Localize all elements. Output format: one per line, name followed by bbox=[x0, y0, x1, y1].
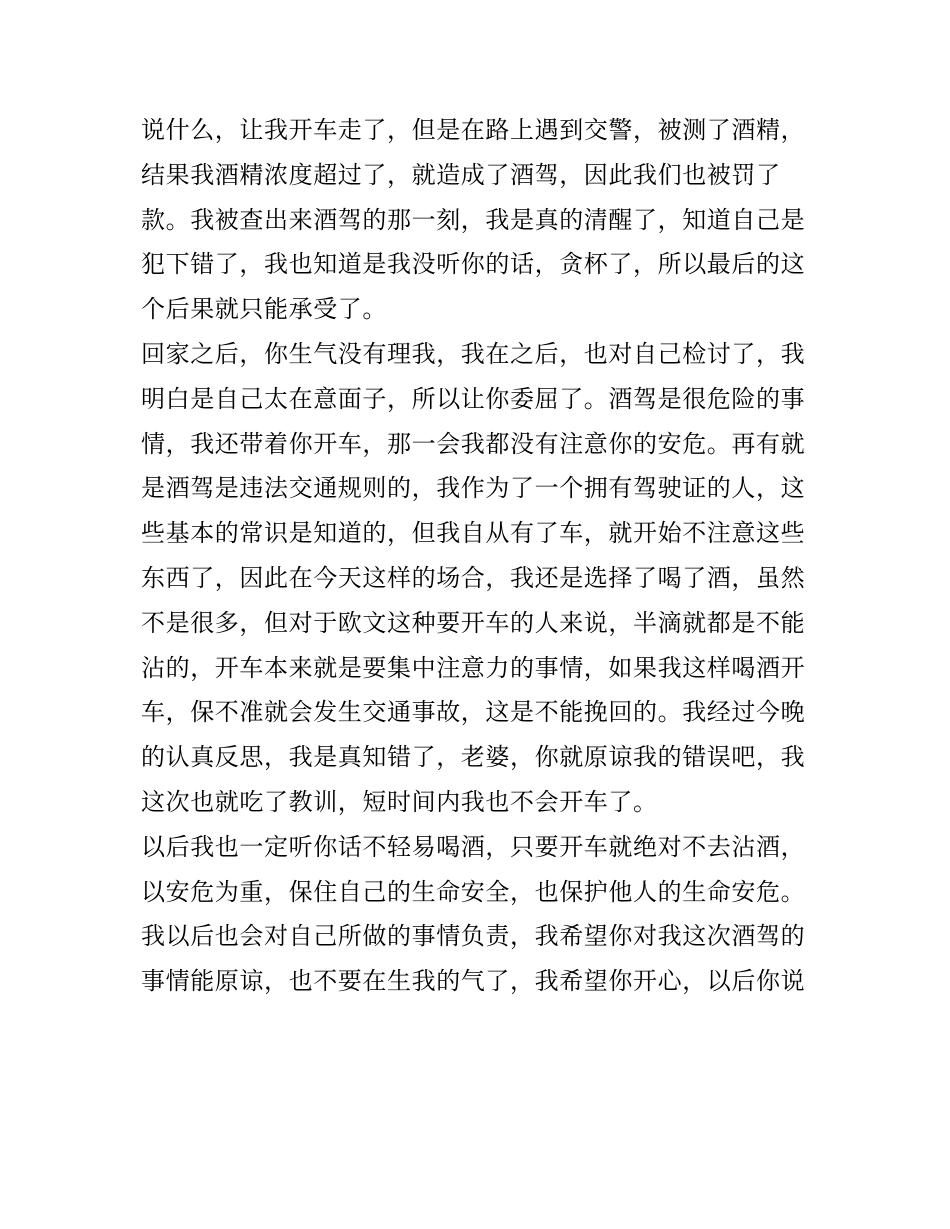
text-line-6: 回家之后，你生气没有理我，我在之后，也对自己检讨了，我 bbox=[141, 339, 806, 368]
text-line-12: 不是很多，但对于欧文这种要开车的人来说，半滴就都是不能 bbox=[141, 608, 806, 637]
text-line-11: 东西了，因此在今天这样的场合，我还是选择了喝了酒，虽然 bbox=[141, 563, 806, 592]
text-line-13: 沾的，开车本来就是要集中注意力的事情，如果我这样喝酒开 bbox=[141, 653, 806, 682]
text-line-9: 是酒驾是违法交通规则的，我作为了一个拥有驾驶证的人，这 bbox=[141, 474, 806, 503]
text-line-4: 犯下错了，我也知道是我没听你的话，贪杯了，所以最后的这 bbox=[141, 250, 806, 279]
text-line-17: 以后我也一定听你话不轻易喝酒，只要开车就绝对不去沾酒， bbox=[141, 832, 806, 861]
text-line-20: 事情能原谅，也不要在生我的气了，我希望你开心，以后你说 bbox=[141, 967, 806, 996]
text-line-2: 结果我酒精浓度超过了，就造成了酒驾，因此我们也被罚了 bbox=[141, 160, 781, 189]
text-line-16: 这次也就吃了教训，短时间内我也不会开车了。 bbox=[141, 787, 658, 816]
text-line-7: 明白是自己太在意面子，所以让你委屈了。酒驾是很危险的事 bbox=[141, 384, 806, 413]
text-line-5: 个后果就只能承受了。 bbox=[141, 295, 387, 324]
text-line-8: 情，我还带着你开车，那一会我都没有注意你的安危。再有就 bbox=[141, 429, 806, 458]
body-text bbox=[141, 108, 821, 1004]
text-line-18: 以安危为重，保住自己的生命安全，也保护他人的生命安危。 bbox=[141, 877, 806, 906]
text-line-15: 的认真反思，我是真知错了，老婆，你就原谅我的错误吧，我 bbox=[141, 743, 806, 772]
text-line-3: 款。我被查出来酒驾的那一刻，我是真的清醒了，知道自己是 bbox=[141, 205, 806, 234]
text-line-1: 说什么，让我开车走了，但是在路上遇到交警，被测了酒精， bbox=[141, 116, 806, 144]
text-line-14: 车，保不准就会发生交通事故，这是不能挽回的。我经过今晚 bbox=[141, 698, 806, 727]
text-line-10: 些基本的常识是知道的，但我自从有了车，就开始不注意这些 bbox=[141, 519, 806, 548]
text-line-19: 我以后也会对自己所做的事情负责，我希望你对我这次酒驾的 bbox=[141, 922, 806, 951]
